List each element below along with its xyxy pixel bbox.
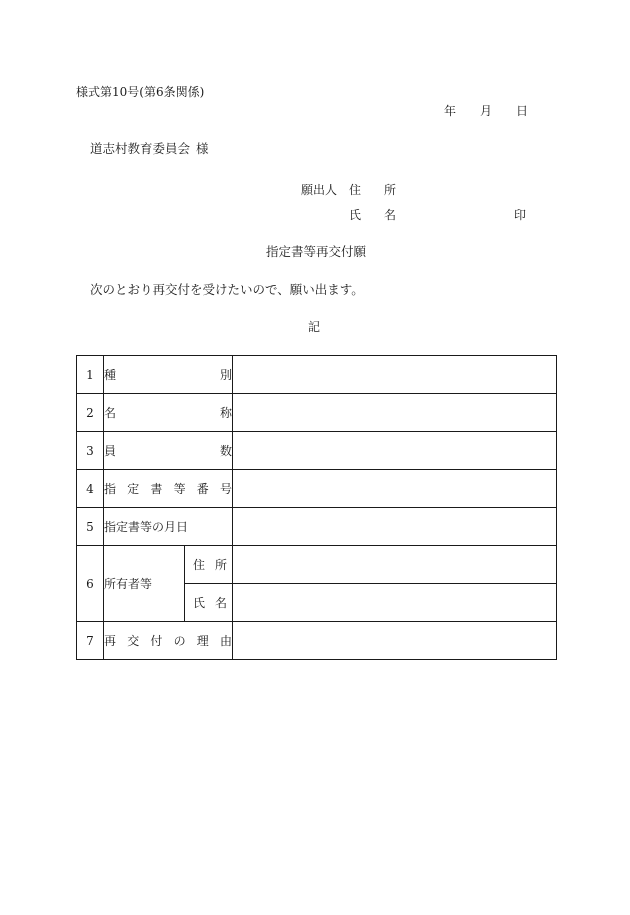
ki-heading: 記 [308, 320, 321, 334]
row-number: 4 [77, 470, 104, 508]
table-row-5 [77, 508, 557, 546]
form-number: 様式第10号(第6条関係) [76, 85, 205, 99]
row-label: 指 定 書 等 番 号 [104, 470, 233, 508]
row-label: 種 別 [104, 356, 233, 394]
owner-name-label: 氏 名 [185, 584, 233, 622]
row-label: 名 称 [104, 394, 233, 432]
recipient-name: 道志村教育委員会 [90, 141, 191, 156]
application-table [76, 355, 557, 660]
applicant-address-label-1: 住 [349, 183, 362, 197]
applicant-name-label-1: 氏 [349, 208, 362, 222]
certificate-date-value-cell[interactable] [233, 508, 557, 546]
recipient-suffix: 様 [196, 141, 209, 156]
applicant-address-label-2: 所 [384, 183, 397, 197]
type-value-cell[interactable] [233, 356, 557, 394]
row-label: 再 交 付 の 理 由 [104, 622, 233, 660]
owner-name-value-cell[interactable] [233, 584, 557, 622]
row-number: 7 [77, 622, 104, 660]
certificate-number-value-cell[interactable] [233, 470, 557, 508]
row-number: 1 [77, 356, 104, 394]
name-value-cell[interactable] [233, 394, 557, 432]
date-month-label: 月 [480, 104, 493, 118]
applicant-label: 願出人 [301, 183, 338, 197]
reissue-reason-value-cell[interactable] [233, 622, 557, 660]
row-number: 6 [77, 546, 104, 622]
body-text: 次のとおり再交付を受けたいので、願い出ます。 [90, 282, 364, 297]
row-number: 2 [77, 394, 104, 432]
owner-address-label: 住 所 [185, 546, 233, 584]
count-value-cell[interactable] [233, 432, 557, 470]
table-row-1 [77, 356, 557, 394]
applicant-name-label-2: 名 [384, 208, 397, 222]
date-day-label: 日 [516, 104, 529, 118]
row-number: 5 [77, 508, 104, 546]
row-number: 3 [77, 432, 104, 470]
row-label: 所有者等 [104, 546, 185, 622]
owner-address-value-cell[interactable] [233, 546, 557, 584]
document-title: 指定書等再交付願 [266, 244, 367, 259]
table-row-6a [77, 546, 557, 584]
date-year-label: 年 [444, 104, 457, 118]
seal-mark: 印 [514, 208, 527, 222]
table-row-4 [77, 470, 557, 508]
row-label: 員 数 [104, 432, 233, 470]
table-row-7 [77, 622, 557, 660]
row-label: 指定書等の月日 [104, 508, 233, 546]
table-row-2 [77, 394, 557, 432]
table-row-3 [77, 432, 557, 470]
